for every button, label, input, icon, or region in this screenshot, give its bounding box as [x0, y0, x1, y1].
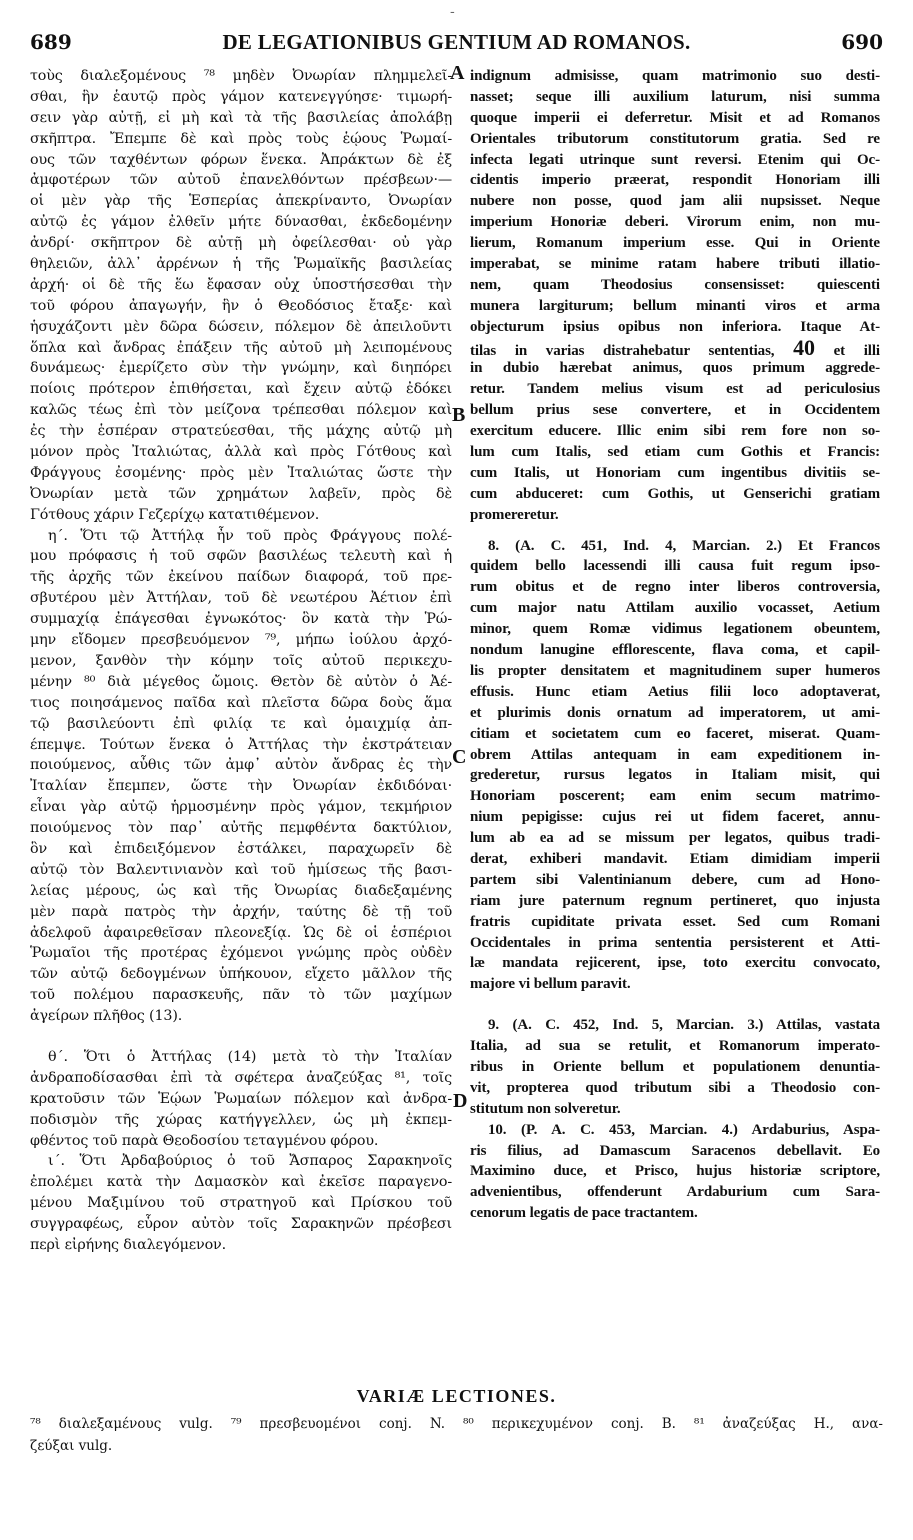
variae-lectiones-notes: [30, 1413, 883, 1457]
text-line: munera largiturum; bellum minanti viros et arma: [470, 297, 880, 314]
text-line: ἀγείρων πλῆθος (13).: [30, 1008, 183, 1025]
text-line: ἡσυχάζοντι μὲν δῶρα δώσειν, πόλεμον δὲ ἀπειλοῦντι: [30, 318, 452, 335]
text-line: έπεμψε. Τούτων ἕνεκα ὁ Ἀττήλας τὴν ἐκστράτειαν: [30, 736, 452, 753]
text-line: οἱ μὲν γὰρ τῆς Ἑσπερίας ἀπεκρίναντο, Ὀνωρίαν: [30, 193, 452, 210]
top-dash-mark: -: [450, 4, 455, 20]
text-line: nasset; seque illi auxilium laturum, nisi summa: [470, 88, 880, 105]
latin-line-part: tilas in varias distrahebatur sententias,: [470, 342, 775, 359]
text-line: lum cum Italis, sed etiam cum Gothis et Francis:: [470, 444, 880, 461]
text-line: τοῦ πολέμου παρασκευῆς, πᾶν τὸ τῶν μαχίμων: [30, 987, 452, 1004]
text-line: infecta legati utrinque sunt reversi. Etenim qui Oc-: [470, 151, 880, 168]
greek-paragraph-2: [30, 526, 452, 1027]
text-line: Orientales tributorum constitutorum gratia. Sed re: [470, 130, 880, 147]
page-number-left: 689: [30, 30, 72, 54]
latin-paragraph-1a: [470, 66, 880, 338]
text-line: retur. Tandem melius visum est ad periculosius: [470, 381, 880, 398]
text-line: imperabat, se minime ratam habere tributi illatio-: [470, 256, 880, 273]
text-line: ους τῶν ταχθέντων φόρων ἕνεκα. Ἀπράκτων δὲ ἐξ: [30, 151, 452, 168]
text-line: εἶναι γὰρ αὐτῷ ἡρμοσμένην πρὸς γάμον, τεκμήριον: [30, 799, 452, 816]
text-line: ἀρχή· οἱ δὲ τῆς ἕω ἔφασαν οὐχ ὑποστήσεσθαι τὴν: [30, 276, 452, 293]
text-line: et plurimis donis ornatum ad imperatorem, ut ami-: [470, 704, 880, 721]
text-line: συγγραφέως, εὗρον αὐτὸν τοῖς Σαρακηνῶν πρέσβεσι: [30, 1216, 452, 1233]
text-line: ὃν καὶ ἐπιδειξόμενον ἐστάλκει, παραχωρεῖν δὲ: [30, 840, 452, 857]
text-line: ἀνδρί· σκῆπτρον δὲ αὐτῇ μὴ ὀφείλεσθαι· οὐ γὰρ: [30, 235, 452, 252]
text-line: Φράγγους ἐσομένης· πρὸς μὲν Ἰταλιώτας ὥστε τὴν: [30, 464, 452, 481]
text-line: ποίοις πρότερον ἐπιθήσεται, καὶ ἔχειν αὐτῷ ἐδόκει: [30, 381, 452, 398]
text-line: ἐπολέμει κατὰ τὴν Δαμασκὸν καὶ ἐκεῖσε παραγενο-: [30, 1174, 452, 1191]
text-line: læ mandata rejicerent, ipse, toto exercitu convocato,: [470, 955, 880, 972]
page-number-right: 690: [841, 30, 883, 54]
text-line: περὶ εἰρήνης διαλεγόμενον.: [30, 1236, 226, 1253]
text-line: cum major natu Attilam auxilio vocasset, Aetium: [470, 600, 880, 617]
greek-paragraph-4: [30, 1151, 452, 1255]
text-line: τῶν αὐτῷ δεδογμένων ὑπήκουον, εἴχετο μᾶλλον τῆς: [30, 966, 452, 983]
text-line: effusis. Hunc etiam Aetius filii loco adoptaverat,: [470, 683, 880, 700]
margin-marker-b: B: [452, 404, 466, 426]
text-line: θηλειῶν, ἀλλ᾽ ἀρρένων ἡ τῆς Ῥωμαϊκῆς βασιλείας: [30, 256, 452, 273]
text-line: φθέντος τοῦ παρὰ Θεοδοσίου τεταγμένου φόρου.: [30, 1132, 379, 1149]
text-line: vit, propterea quod tributum sibi a Theodosio con-: [470, 1079, 880, 1096]
text-line: cum Italis, ut Honoriam cum ingentibus divitiis se-: [470, 464, 880, 481]
text-line: μενον, ξανθὸν τὴν κόμην τοῖς αὐτοῦ περικεχυ-: [30, 652, 452, 669]
text-line: τῆς ἀρχῆς τῶν ἐκείνου παίδων διαφορά, τοῦ πρε-: [30, 569, 452, 586]
text-line: imperium Honoriæ deberi. Virorum enim, non mu-: [470, 214, 880, 231]
text-line: ris filius, ad Damascum Saracenos debellavit. Eo: [470, 1142, 880, 1159]
text-line: ἀμφοτέρων τῶν αὐτοῦ ἐπανελθόντων πρέσβεων·—: [30, 172, 452, 189]
text-line: exercitum educere. Illic enim sibi rem fore non so-: [470, 423, 880, 440]
text-line: μην εἴδομεν πρεσβευόμενον ⁷⁹, μήπω ἰούλου ἀρχό-: [30, 632, 452, 649]
text-line: μένου Μαξιμίνου τοῦ στρατηγοῦ καὶ Πρίσκου τοῦ: [30, 1195, 452, 1212]
text-line: τιος ποιησάμενος παῖδα καὶ πλεῖστα δῶρα δοὺς ἅμα: [30, 694, 452, 711]
greek-column: [30, 66, 452, 1256]
text-line: σκῆπτρα. Ἔπεμπε δὲ καὶ πρὸς τοὺς ἑῴους Ῥωμαί-: [30, 130, 452, 147]
text-line: nem, quam Theodosius consensisset: quiescenti: [470, 276, 880, 293]
text-line: ἐς τὴν ἑσπέραν στρατεύεσθαι, τῆς μάχης αὐτῷ μὴ: [30, 423, 452, 440]
text-line: τοῦ φόρου ἀπαγωγήν, ἣν ὁ Θεοδόσιος ἔταξε· καὶ: [30, 297, 452, 314]
text-line: η΄. Ὅτι τῷ Ἀττήλᾳ ἦν τοῦ πρὸς Φράγγους πολέ-: [48, 527, 452, 544]
text-line: bellum prius sese convertere, et in Occidentem: [470, 402, 880, 419]
text-line: objecturum ipsius opibus non inferiora. Itaque At-: [470, 318, 880, 335]
text-line: ποιούμενος, αὖθις τῶν ἀμφ᾽ αὐτὸν ἄνδρας ἐς τὴν: [30, 757, 452, 774]
text-line: Ὀνωρίαν μετὰ τῶν χρημάτων λαβεῖν, πρὸς δὲ: [30, 485, 452, 502]
text-line: σειν γὰρ αὐτῇ, εἰ μὴ καὶ τὰ τῆς βασιλείας ἀπολάβῃ: [30, 109, 452, 126]
text-line: ποδισμὸν τῆς χώρας κατήγγελλεν, ὡς μὴ ἐκπεμ-: [30, 1111, 452, 1128]
running-title: DE LEGATIONIBUS GENTIUM AD ROMANOS.: [222, 30, 691, 54]
text-line: τοὺς διαλεξομένους ⁷⁸ μηδὲν Ὀνωρίαν πλημμελεῖ-: [30, 68, 452, 84]
text-line: nondum lanugine efflorescente, flava coma, et capil-: [470, 642, 880, 659]
text-line: αὐτῷ ἐς γάμον ἐλθεῖν μήτε δύνασθαι, ἐκδεδομένην: [30, 214, 452, 231]
variae-lectiones-title: VARIÆ LECTIONES.: [356, 1386, 557, 1406]
text-line: stitutum non solveretur.: [470, 1100, 621, 1117]
latin-line-with-section-number: [470, 338, 880, 359]
text-line: ι΄. Ὅτι Ἀρδαβούριος ὁ τοῦ Ἄσπαρος Σαρακηνοῖς: [48, 1153, 452, 1170]
greek-paragraph-3: [30, 1047, 452, 1151]
section-number: 40: [793, 337, 815, 359]
latin-line-part: et illi: [833, 342, 880, 359]
text-line: rum obitus et de regno inter liberos controversia,: [470, 579, 880, 596]
text-line: μου πρόφασις ἡ τοῦ σφῶν βασιλέως τελευτὴ καὶ ἡ: [30, 548, 452, 565]
text-line: λείας μέρους, ὡς καὶ τῆς Ὀνωρίας διαδεξαμένης: [30, 882, 452, 899]
text-line: θ΄. Ὅτι ὁ Ἀττήλας (14) μετὰ τὸ τὴν Ἰταλίαν: [48, 1048, 452, 1065]
text-line: ἀδελφοῦ ἀφαιρεθεῖσαν πλεονεξίᾳ. Ὡς δὲ οἱ ἑσπέριοι: [30, 924, 452, 941]
text-line: lierum, Romanum imperium esse. Qui in Oriente: [470, 235, 880, 252]
text-line: κρατοῦσιν τῶν Ἑῴων Ῥωμαίων πόλεμον καὶ ἀνδρα-: [30, 1090, 452, 1107]
text-line: μόνον πρὸς Ἰταλιώτας, ἀλλὰ καὶ πρὸς Γότθους καὶ: [30, 444, 452, 461]
text-line: lis propter densitatem et magnitudinem super humeros: [470, 662, 880, 679]
text-line: partem sibi Valentinianum debere, cum ad Hono-: [470, 871, 880, 888]
text-line: fratris cupiditate privata esset. Sed cum Romani: [470, 913, 880, 930]
text-line: obrem Attilas antequam in eam expeditionem in-: [470, 746, 880, 763]
text-line: advenientibus, offenderunt Ardaburium cum Sara-: [470, 1184, 880, 1201]
text-line: Ῥωμαῖοι τῆς προτέρας ἐχόμενοι γνώμης πρὸς οὐδὲν: [30, 945, 452, 962]
text-line: Maximino duce, et Prisco, hujus historiæ scriptore,: [470, 1163, 880, 1180]
text-line: τῷ βασιλεύοντι ἐπὶ φιλίᾳ τε καὶ ὁμαιχμίᾳ ἀπ-: [30, 715, 452, 732]
greek-paragraph-1: [30, 66, 452, 526]
text-line: σθαι, ἣν ἑαυτῷ πρὸς γάμον κατενεγγύησε· τιμωρή-: [30, 88, 452, 105]
margin-marker-d: D: [453, 1090, 468, 1112]
text-line: cidentis imperio præerat, respondit Honoriam illi: [470, 172, 880, 189]
text-line: cum abduceret: cum Gothis, ut Genserichi gratiam: [470, 485, 880, 502]
text-line: quidem bello lacessendi illi causa fuit regum ipso-: [470, 558, 880, 575]
margin-marker-a: A: [450, 62, 465, 84]
text-line: nium pepigisse: cujus rei ut fidem faceret, annu-: [470, 809, 880, 826]
text-line: Honoriam poscerent; eam enim secum matrimo-: [470, 788, 880, 805]
text-line: riam jure paternum regnum pertineret, quo injusta: [470, 892, 880, 909]
text-line: indignum admisisse, quam matrimonio suo desti-: [470, 68, 880, 84]
latin-paragraph-1b: [470, 358, 880, 525]
text-line: nubere non posse, quod jam alii nupsisset. Neque: [470, 193, 880, 210]
text-line: cenorum legatis de pace tractantem.: [470, 1205, 698, 1222]
latin-column: [470, 66, 880, 1224]
text-line: minor, quem Romæ vidimus legationem obeuntem,: [470, 621, 880, 638]
text-line: lum ab ea ad se missum per legatos, quibus tradi-: [470, 830, 880, 847]
text-line: Γότθους χάριν Γεζερίχῳ κατατιθέμενον.: [30, 506, 320, 523]
text-line: Italia, ad sua se retulit, et Romanorum imperato-: [470, 1038, 880, 1055]
text-line: promereretur.: [470, 506, 559, 523]
text-line: majore vi bellum paravit.: [470, 976, 631, 993]
text-line: σβυτέρου μὲν Ἀττήλαν, τοῦ δὲ νεωτέρου Ἀέτιον ἐπὶ: [30, 590, 452, 607]
text-line: Occidentales in prima sententia persisterent et Atti-: [470, 934, 880, 951]
text-line: in dubio hærebat animus, quos primum aggrede-: [470, 360, 880, 377]
text-line: μὲν παρὰ πατρὸς τὴν ἀρχήν, ταύτης δὲ τῇ τοῦ: [30, 903, 452, 920]
text-line: ribus in Oriente bellum et populationem denuntia-: [470, 1058, 880, 1075]
text-line: quoque imperii ei deferretur. Misit et ad Romanos: [470, 109, 880, 126]
text-line: δυνάμεως· ἐμερίζετο σὺν τὴν γνώμην, καὶ διηπόρει: [30, 360, 452, 377]
text-line: Ἰταλίαν ἔπεμπεν, ὥστε τὴν Ὀνωρίαν ἐκδιδόναι·: [30, 778, 452, 795]
text-line: ἀνδραποδίσασθαι ἐπὶ τὰ σφέτερα ἀναζεύξας ⁸¹, τοῖς: [30, 1069, 452, 1086]
text-line: καλῶς τέως ἐπὶ τὸν μείζονα τρέπεσθαι πόλεμον καὶ: [30, 402, 452, 419]
latin-paragraph-2: [470, 536, 880, 996]
text-line: αὐτῷ τὸν Βαλεντινιανὸν καὶ τοῦ ἡμίσεως τῆς βασι-: [30, 861, 452, 878]
text-line: ὅπλα καὶ ἄνδρας ἐπάξειν τῆς αὐτοῦ μὴ λειπομένους: [30, 339, 452, 356]
text-line: grederetur, rursus legatos in Italiam misit, qui: [470, 767, 880, 784]
text-line: ⁷⁸ διαλεξαμένους vulg. ⁷⁹ πρεσβευομένοι conj. N. ⁸⁰ περικεχυμένον conj. B. ⁸¹ ἀναζεύξας H., ανα-: [30, 1416, 883, 1432]
text-line: μένην ⁸⁰ διὰ μέγεθος ὤμοις. Θετὸν δὲ αὐτὸν ὁ Ἀέ-: [30, 673, 452, 690]
text-line: ποιούμενος τὸν παρ᾽ αὐτῆς πεμφθέντα δακτύλιον,: [30, 820, 452, 837]
latin-paragraph-4: [470, 1120, 880, 1224]
text-line: derat, exhiberi mandavit. Etiam dimidiam imperii: [470, 850, 880, 867]
text-line: 8. (A. C. 451, Ind. 4, Marcian. 2.) Et Francos: [488, 537, 880, 554]
text-line: 10. (P. A. C. 453, Marcian. 4.) Ardaburius, Aspa-: [488, 1121, 880, 1138]
text-line: ζεύξαι vulg.: [30, 1438, 113, 1454]
page-header: [0, 30, 913, 60]
margin-marker-c: C: [452, 746, 467, 768]
text-line: citiam et societatem cum eo faceret, miserat. Quam-: [470, 725, 880, 742]
text-line: 9. (A. C. 452, Ind. 5, Marcian. 3.) Attilas, vastata: [488, 1017, 880, 1034]
text-line: συμμαχίᾳ ἐπάγεσθαι ἐγνωκότος· ὃν κατὰ τὴν Ῥώ-: [30, 611, 452, 628]
latin-paragraph-3: [470, 1015, 880, 1119]
